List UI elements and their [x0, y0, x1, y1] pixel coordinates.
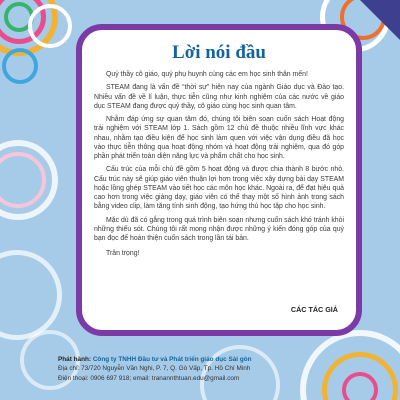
authors-signature: CÁC TÁC GIẢ — [290, 305, 338, 314]
contact-line — [58, 374, 390, 383]
preface-frame — [76, 24, 362, 336]
decor-circle — [28, 4, 72, 48]
phone-text: Điện thoại: 0906 697 918; — [58, 374, 132, 382]
publisher-footer — [58, 355, 390, 383]
email-text: email: tranannthtuan.edu@gmail.com — [132, 374, 240, 382]
closing-text: Trân trọng! — [106, 250, 140, 258]
paragraph: Nhằm đáp ứng sự quan tâm đó, chúng tôi biên soạn cuốn sách Hoạt động trải nghiệm với STEAM lớp 1. Sách gồm 12 chủ đề thuộc nhiều lĩnh vực khác nhau, nhằm tạo điều kiện để học sinh làm quen với việc vận dụng điều đã học vào thực tiễn thông qua hoạt động nhóm và hoạt động trải nghiệm, qua đó góp phần phát triển toàn diện năng lực và phẩm chất cho học sinh. — [94, 116, 344, 160]
decor-triangle — [360, 0, 400, 40]
paragraph: Mặc dù đã có gắng trong quá trình biên soạn nhưng cuốn sách khó tránh khỏi những thiếu sót. Chúng tôi rất mong nhận được những ý kiến đóng góp của quý bạn đọc để hoàn thiện cuốn sách trong lần tái bản. — [94, 216, 344, 242]
paragraph: Cấu trúc của mỗi chủ đề gồm 5 hoạt động và được chia thành 8 bước nhỏ. Cấu trúc này sẽ giúp giáo viên thuận lợi hơn trong việc xây dựng bài dạy STEAM hoặc lồng ghép STEAM vào tiết học các môn học khác. Ngoài ra, để đạt hiệu quả cao hơn trong việc giảng dạy, giáo viên có thể thay một số hình ảnh trong sách bằng video clip, làm tăng tính sinh động, tạo hứng thú học tập cho học sinh. — [94, 166, 344, 211]
publisher-label: Phát hành: — [58, 356, 92, 363]
preface-body — [94, 70, 344, 259]
paragraph: STEAM đang là vấn đề “thời sự” hiện nay của ngành Giáo dục và Đào tạo. Nhiều vấn đề về lí luận, thực tiễn cũng như kinh nghiệm của các nước về giáo dục STEAM đang được quý thầy, cô giáo cùng học sinh quan tâm. — [94, 84, 344, 110]
publisher-name: Công ty TNHH Đầu tư và Phát triển giáo dục Sài gòn — [92, 356, 252, 363]
address-line: Địa chỉ: 73/720 Nguyễn Văn Nghi, P. 7, Q. Gò Vấp, Tp. Hồ Chí Minh — [58, 365, 251, 373]
paragraph: Quý thầy cô giáo, quý phụ huynh cùng các em học sinh thân mến! — [106, 71, 308, 78]
page-title: Lời nói đầu — [172, 42, 266, 63]
decor-circle — [2, 48, 38, 84]
publisher-line — [58, 355, 390, 364]
decor-circle — [0, 250, 62, 340]
